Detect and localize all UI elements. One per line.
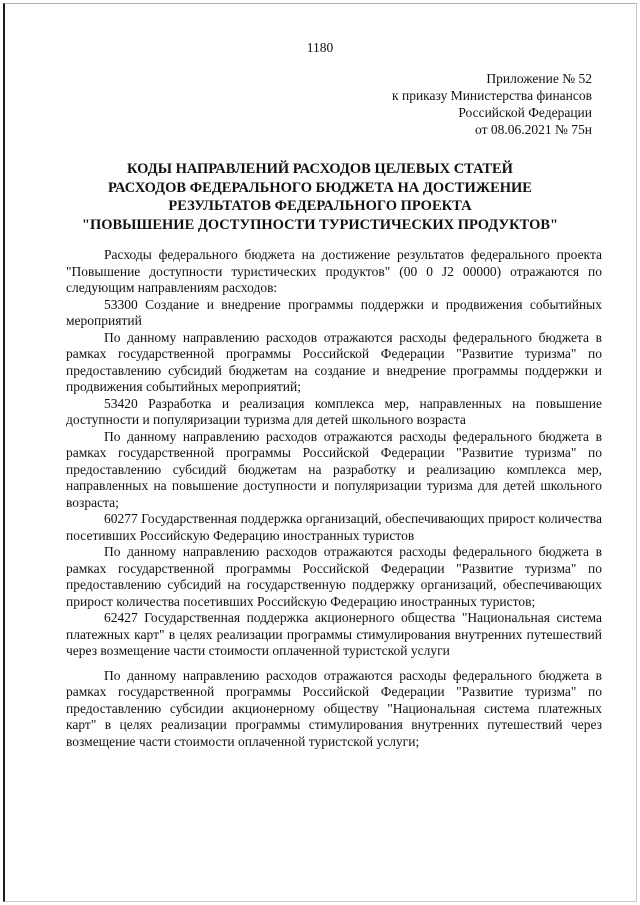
title-line-3: РЕЗУЛЬТАТОВ ФЕДЕРАЛЬНОГО ПРОЕКТА [168, 198, 472, 214]
appendix-order-ref: к приказу Министерства финансов [392, 88, 592, 103]
code-53300-heading: 53300 Создание и внедрение программы поддержки и продвижения событийных мероприятий [66, 296, 602, 328]
code-62427-heading: 62427 Государственная поддержка акционерного общества "Национальная система платежных карт" в целях реализации программы стимулирования внутренних путешествий через возмещение части стоимости оплаченной туристской услуги [66, 610, 602, 658]
appendix-number: Приложение № 52 [486, 71, 592, 86]
title-line-2: РАСХОДОВ ФЕДЕРАЛЬНОГО БЮДЖЕТА НА ДОСТИЖЕНИЕ [108, 179, 532, 196]
code-53420-heading: 53420 Разработка и реализация комплекса мер, направленных на повышение доступности и популяризации туризма для детей школьного возраста [66, 395, 602, 427]
document-body [66, 247, 602, 750]
appendix-date: от 08.06.2021 № 75н [475, 122, 592, 137]
code-60277-description: По данному направлению расходов отражаются расходы федерального бюджета в рамках государственной программы Российской Федерации "Развитие туризма" по предоставлению субсидий на государственную поддержку организаций, обеспечивающих прирост количества посетивших Российскую Федерацию иностранных туристов; [66, 544, 602, 609]
document-title [40, 160, 600, 234]
title-line-1: КОДЫ НАПРАВЛЕНИЙ РАСХОДОВ ЦЕЛЕВЫХ СТАТЕЙ [127, 161, 513, 177]
intro-paragraph: Расходы федерального бюджета на достижение результатов федерального проекта "Повышение доступности туристических продуктов" (00 0 J2 00000) отражаются по следующим направлениям расходов: [66, 247, 602, 295]
code-60277-heading: 60277 Государственная поддержка организаций, обеспечивающих прирост количества посетивших Российскую Федерацию иностранных туристов [66, 511, 602, 543]
page-number: 1180 [306, 40, 334, 55]
code-62427-description: По данному направлению расходов отражаются расходы федерального бюджета в рамках государственной программы Российской Федерации "Развитие туризма" по предоставлению субсидии акционерному обществу "Национальная система платежных карт" в целях реализации программы стимулирования внутренних путешествий через возмещение части стоимости оплаченной туристской услуги; [66, 667, 602, 749]
code-53420-description: По данному направлению расходов отражаются расходы федерального бюджета в рамках государственной программы Российской Федерации "Развитие туризма" по предоставлению субсидий бюджетам на разработку и реализацию комплекса мер, направленных на повышение доступности и популяризации туризма для детей школьного возраста; [66, 428, 602, 510]
code-53300-description: По данному направлению расходов отражаются расходы федерального бюджета в рамках государственной программы Российской Федерации "Развитие туризма" по предоставлению субсидий бюджетам на создание и внедрение программы поддержки и продвижения событийных мероприятий; [66, 329, 602, 394]
appendix-block [392, 70, 592, 138]
appendix-authority: Российской Федерации [458, 105, 592, 120]
title-line-4: "ПОВЫШЕНИЕ ДОСТУПНОСТИ ТУРИСТИЧЕСКИХ ПРОДУКТОВ" [81, 216, 559, 233]
